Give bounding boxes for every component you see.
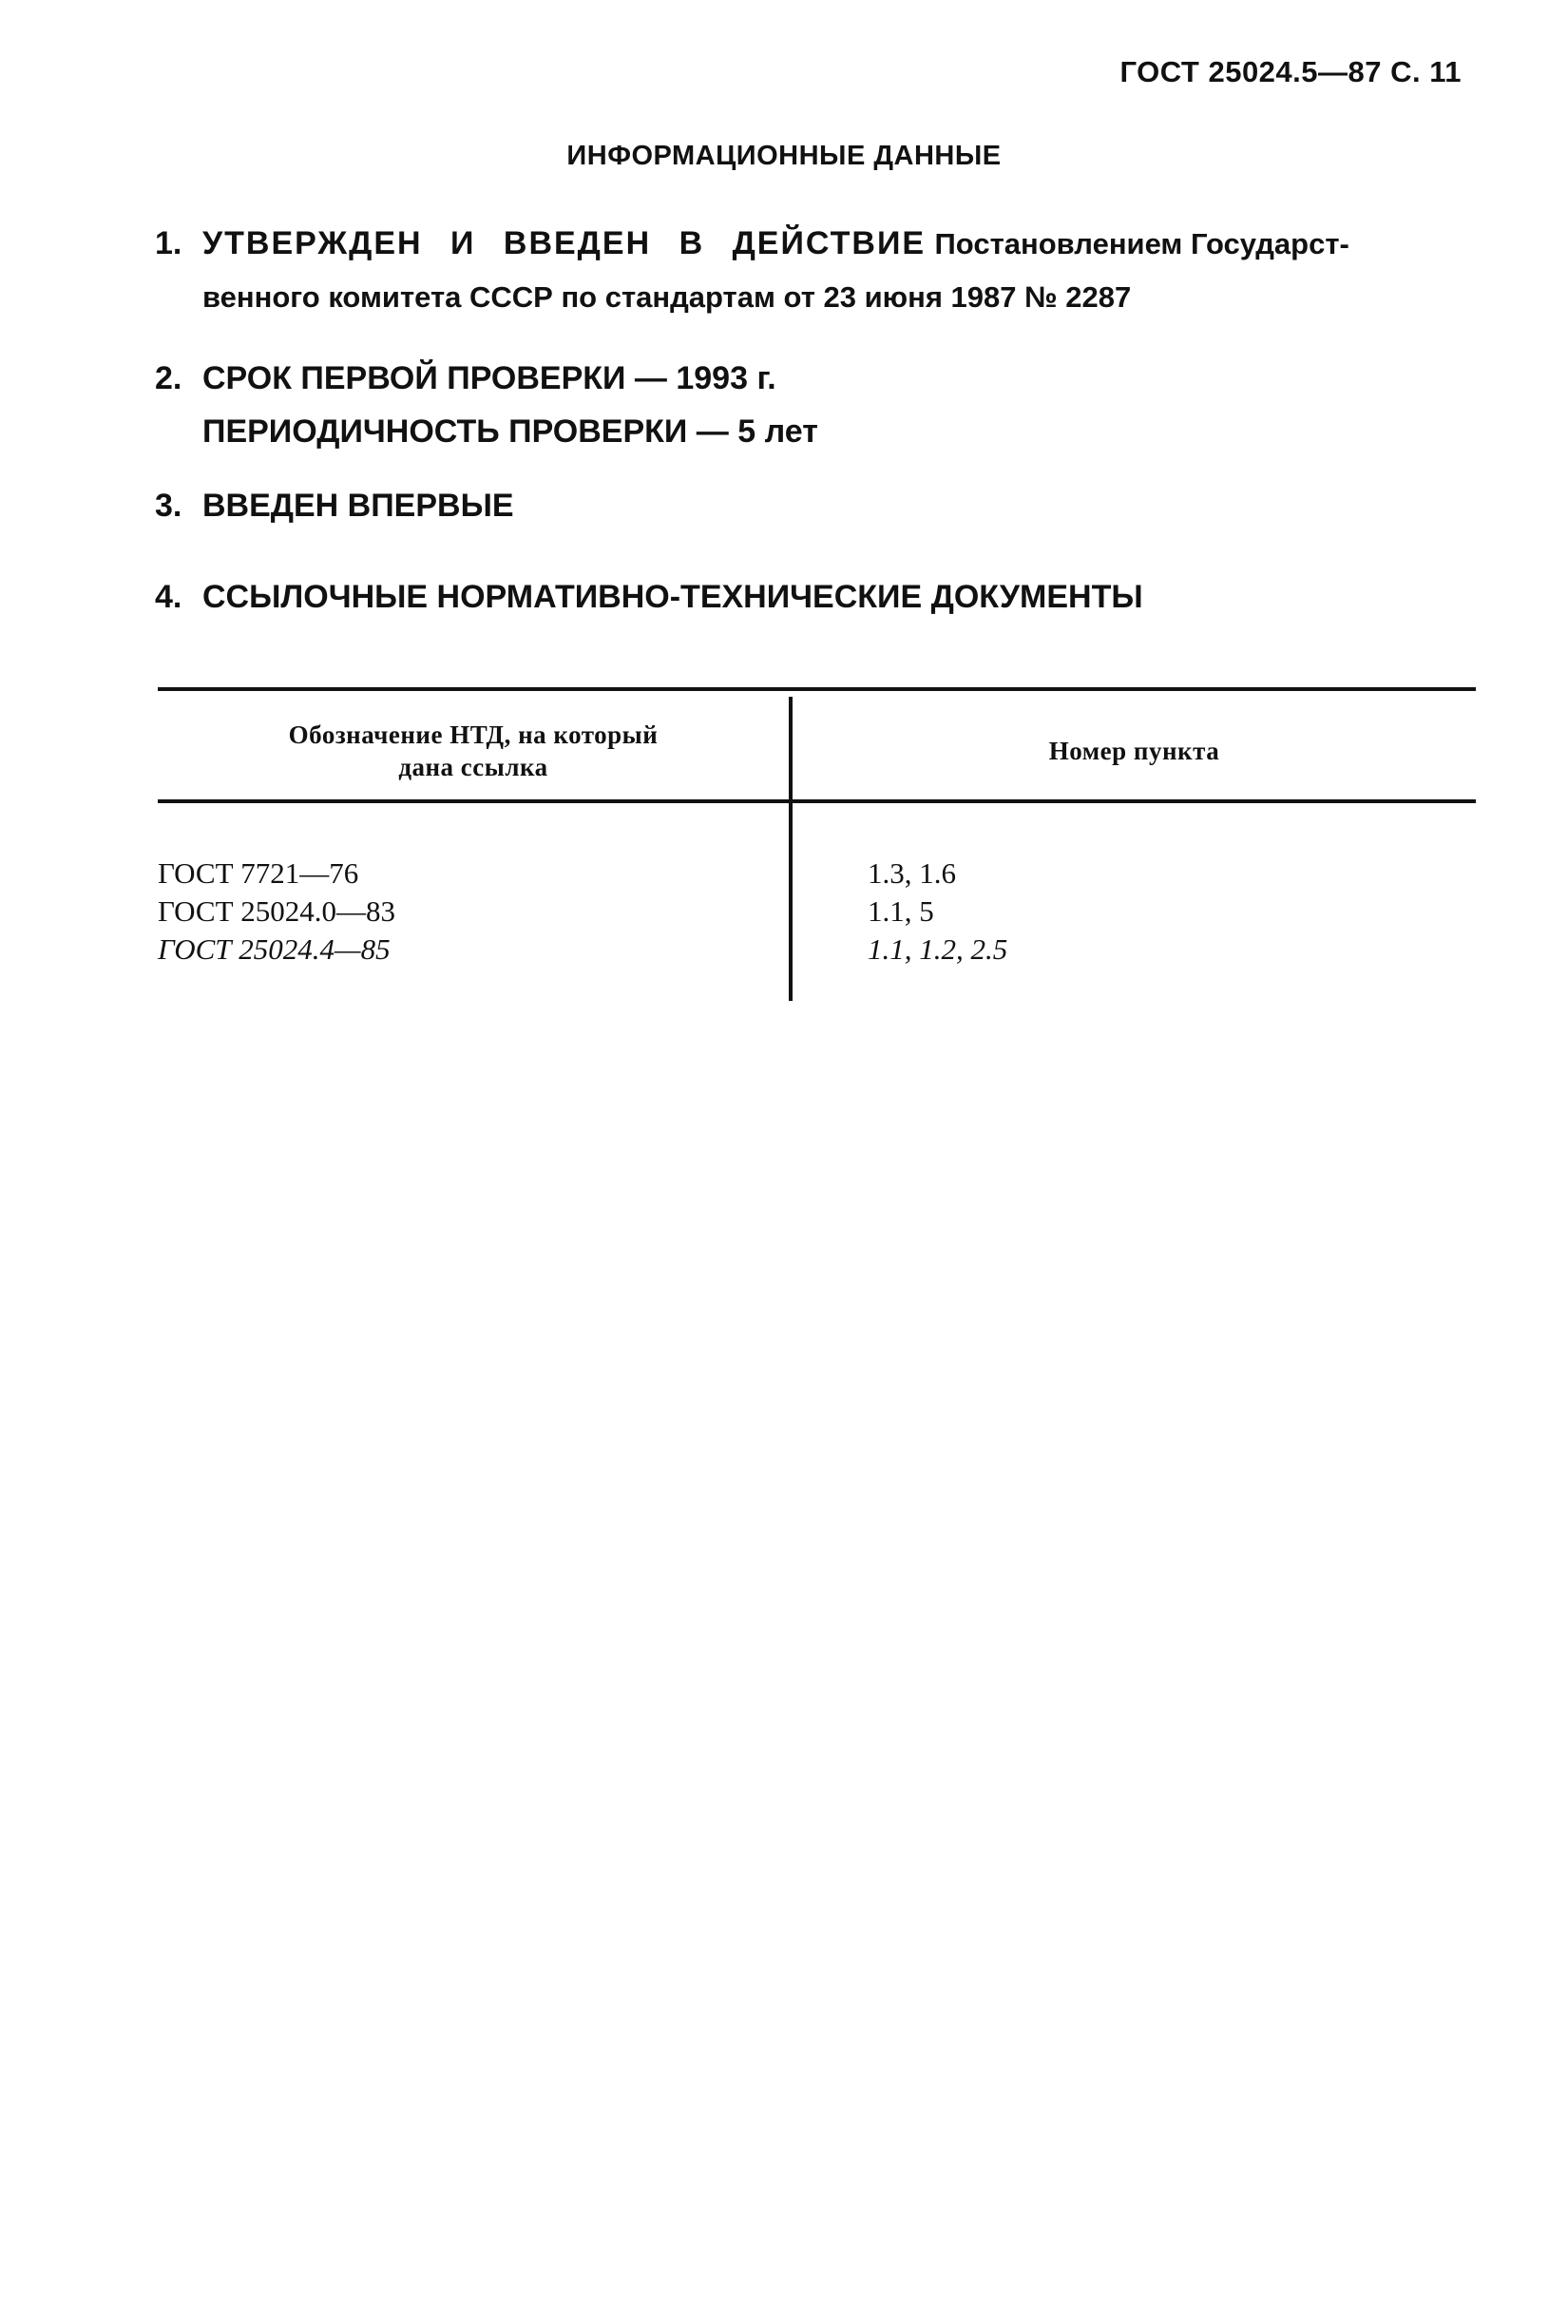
item-heading: УТВЕРЖДЕН И ВВЕДЕН В ДЕЙСТВИЕ	[202, 225, 927, 261]
item-text: ССЫЛОЧНЫЕ НОРМАТИВНО-ТЕХНИЧЕСКИЕ ДОКУМЕНТЫ	[202, 579, 1143, 615]
item-number: 1.	[155, 225, 182, 261]
row-designation: ГОСТ 25024.4—85	[158, 932, 391, 966]
header-designation-line-1: Обозначение НТД, на который	[288, 720, 659, 749]
header-designation	[158, 708, 789, 794]
info-item-3	[155, 479, 1466, 532]
row-clause: 1.3, 1.6	[868, 856, 956, 890]
info-item-1	[155, 217, 1466, 324]
table-header-rule	[158, 799, 1476, 803]
item-number: 3.	[155, 488, 182, 524]
header-designation-line-2: дана ссылка	[398, 753, 548, 781]
table-body	[158, 855, 1476, 969]
header-clause: Номер пункта	[1048, 737, 1220, 765]
item-check-periodicity: ПЕРИОДИЧНОСТЬ ПРОВЕРКИ — 5 лет	[202, 413, 818, 450]
table-row	[158, 855, 1476, 893]
item-text: ВВЕДЕН ВПЕРВЫЕ	[202, 488, 514, 524]
row-clause: 1.1, 1.2, 2.5	[868, 932, 1008, 966]
reference-table	[158, 687, 1476, 1001]
item-first-check: СРОК ПЕРВОЙ ПРОВЕРКИ — 1993 г.	[202, 360, 776, 396]
page-header: ГОСТ 25024.5—87 С. 11	[1119, 55, 1462, 88]
table-row	[158, 893, 1476, 931]
table-top-rule	[158, 687, 1476, 691]
info-item-1-line-1	[155, 217, 1466, 271]
row-clause: 1.1, 5	[868, 894, 934, 928]
row-designation: ГОСТ 25024.0—83	[158, 894, 396, 928]
info-item-2-line-1	[155, 352, 1466, 405]
info-item-4	[155, 570, 1466, 624]
item-number: 2.	[155, 360, 182, 396]
section-title: ИНФОРМАЦИОННЫЕ ДАННЫЕ	[566, 141, 1002, 171]
table-row	[158, 931, 1476, 969]
row-designation: ГОСТ 7721—76	[158, 856, 359, 890]
item-text-line-2: венного комитета СССР по стандартам от 23 июня 1987 № 2287	[202, 280, 1132, 314]
info-item-2	[155, 352, 1466, 458]
item-text-line-1: Постановлением Государст-	[934, 227, 1349, 260]
item-number: 4.	[155, 579, 182, 615]
